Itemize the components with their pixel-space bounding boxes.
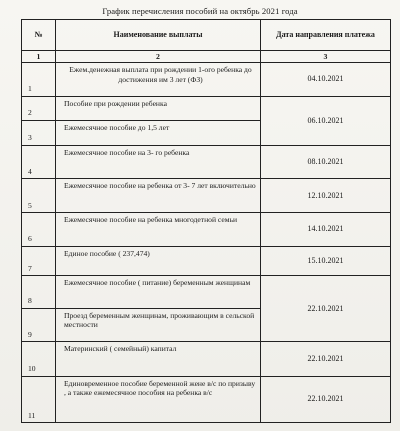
table-row	[22, 63, 391, 97]
payment-name: Ежемесячное пособие на ребенка многодетной семьи	[56, 213, 261, 247]
row-number: 2	[22, 96, 56, 120]
row-number: 10	[22, 342, 56, 377]
payment-date: 06.10.2021	[261, 96, 391, 145]
row-number: 6	[22, 213, 56, 247]
payment-name: Пособие при рождении ребенка	[56, 96, 261, 120]
header-row	[22, 20, 391, 51]
payment-name: Ежемесячное пособие до 1,5 лет	[56, 120, 261, 145]
row-number: 5	[22, 179, 56, 213]
row-number: 11	[22, 376, 56, 422]
row-number: 7	[22, 246, 56, 275]
row-number: 3	[22, 120, 56, 145]
document-title: График перечисления пособий на октябрь 2021 года	[102, 6, 298, 16]
header-num: №	[22, 20, 56, 51]
table-row	[22, 145, 391, 179]
table-row	[22, 276, 391, 309]
payment-name: Ежемесячное пособие ( питание) беременным женщинам	[56, 276, 261, 309]
payment-name: Единое пособие ( 237,474)	[56, 246, 261, 275]
payment-name: Проезд беременным женщинам, проживающим в сельской местности	[56, 308, 261, 342]
payment-date: 22.10.2021	[261, 276, 391, 342]
header-date: Дата направления платежа	[261, 20, 391, 51]
payment-name: Ежем.денежная выплата при рождении 1-ого ребенка до достижения им 3 лет (ФЗ)	[56, 63, 261, 97]
payment-date: 12.10.2021	[261, 179, 391, 213]
index-row	[22, 51, 391, 63]
row-number: 4	[22, 145, 56, 179]
table-row	[22, 342, 391, 377]
row-number: 1	[22, 63, 56, 97]
index-cell: 1	[22, 51, 56, 63]
payment-date: 22.10.2021	[261, 342, 391, 377]
payment-date: 14.10.2021	[261, 213, 391, 247]
payment-date: 08.10.2021	[261, 145, 391, 179]
payment-name: Материнский ( семейный) капитал	[56, 342, 261, 377]
payment-date: 15.10.2021	[261, 246, 391, 275]
table-row	[22, 246, 391, 275]
table-row	[22, 376, 391, 422]
table-row	[22, 179, 391, 213]
row-number: 9	[22, 308, 56, 342]
payment-name: Ежемесячное пособие на ребенка от 3- 7 лет включительно	[56, 179, 261, 213]
table-row	[22, 96, 391, 120]
table-row	[22, 213, 391, 247]
index-cell: 3	[261, 51, 391, 63]
index-cell: 2	[56, 51, 261, 63]
row-number: 8	[22, 276, 56, 309]
header-name: Наименование выплаты	[56, 20, 261, 51]
payment-date: 22.10.2021	[261, 376, 391, 422]
payment-name: Единовременное пособие беременной жене в/с по призыву , а также ежемесячное пособия на ребенка в/с	[56, 376, 261, 422]
payment-date: 04.10.2021	[261, 63, 391, 97]
payments-schedule-table	[21, 19, 391, 423]
payment-name: Ежемесячное пособие на 3- го ребенка	[56, 145, 261, 179]
